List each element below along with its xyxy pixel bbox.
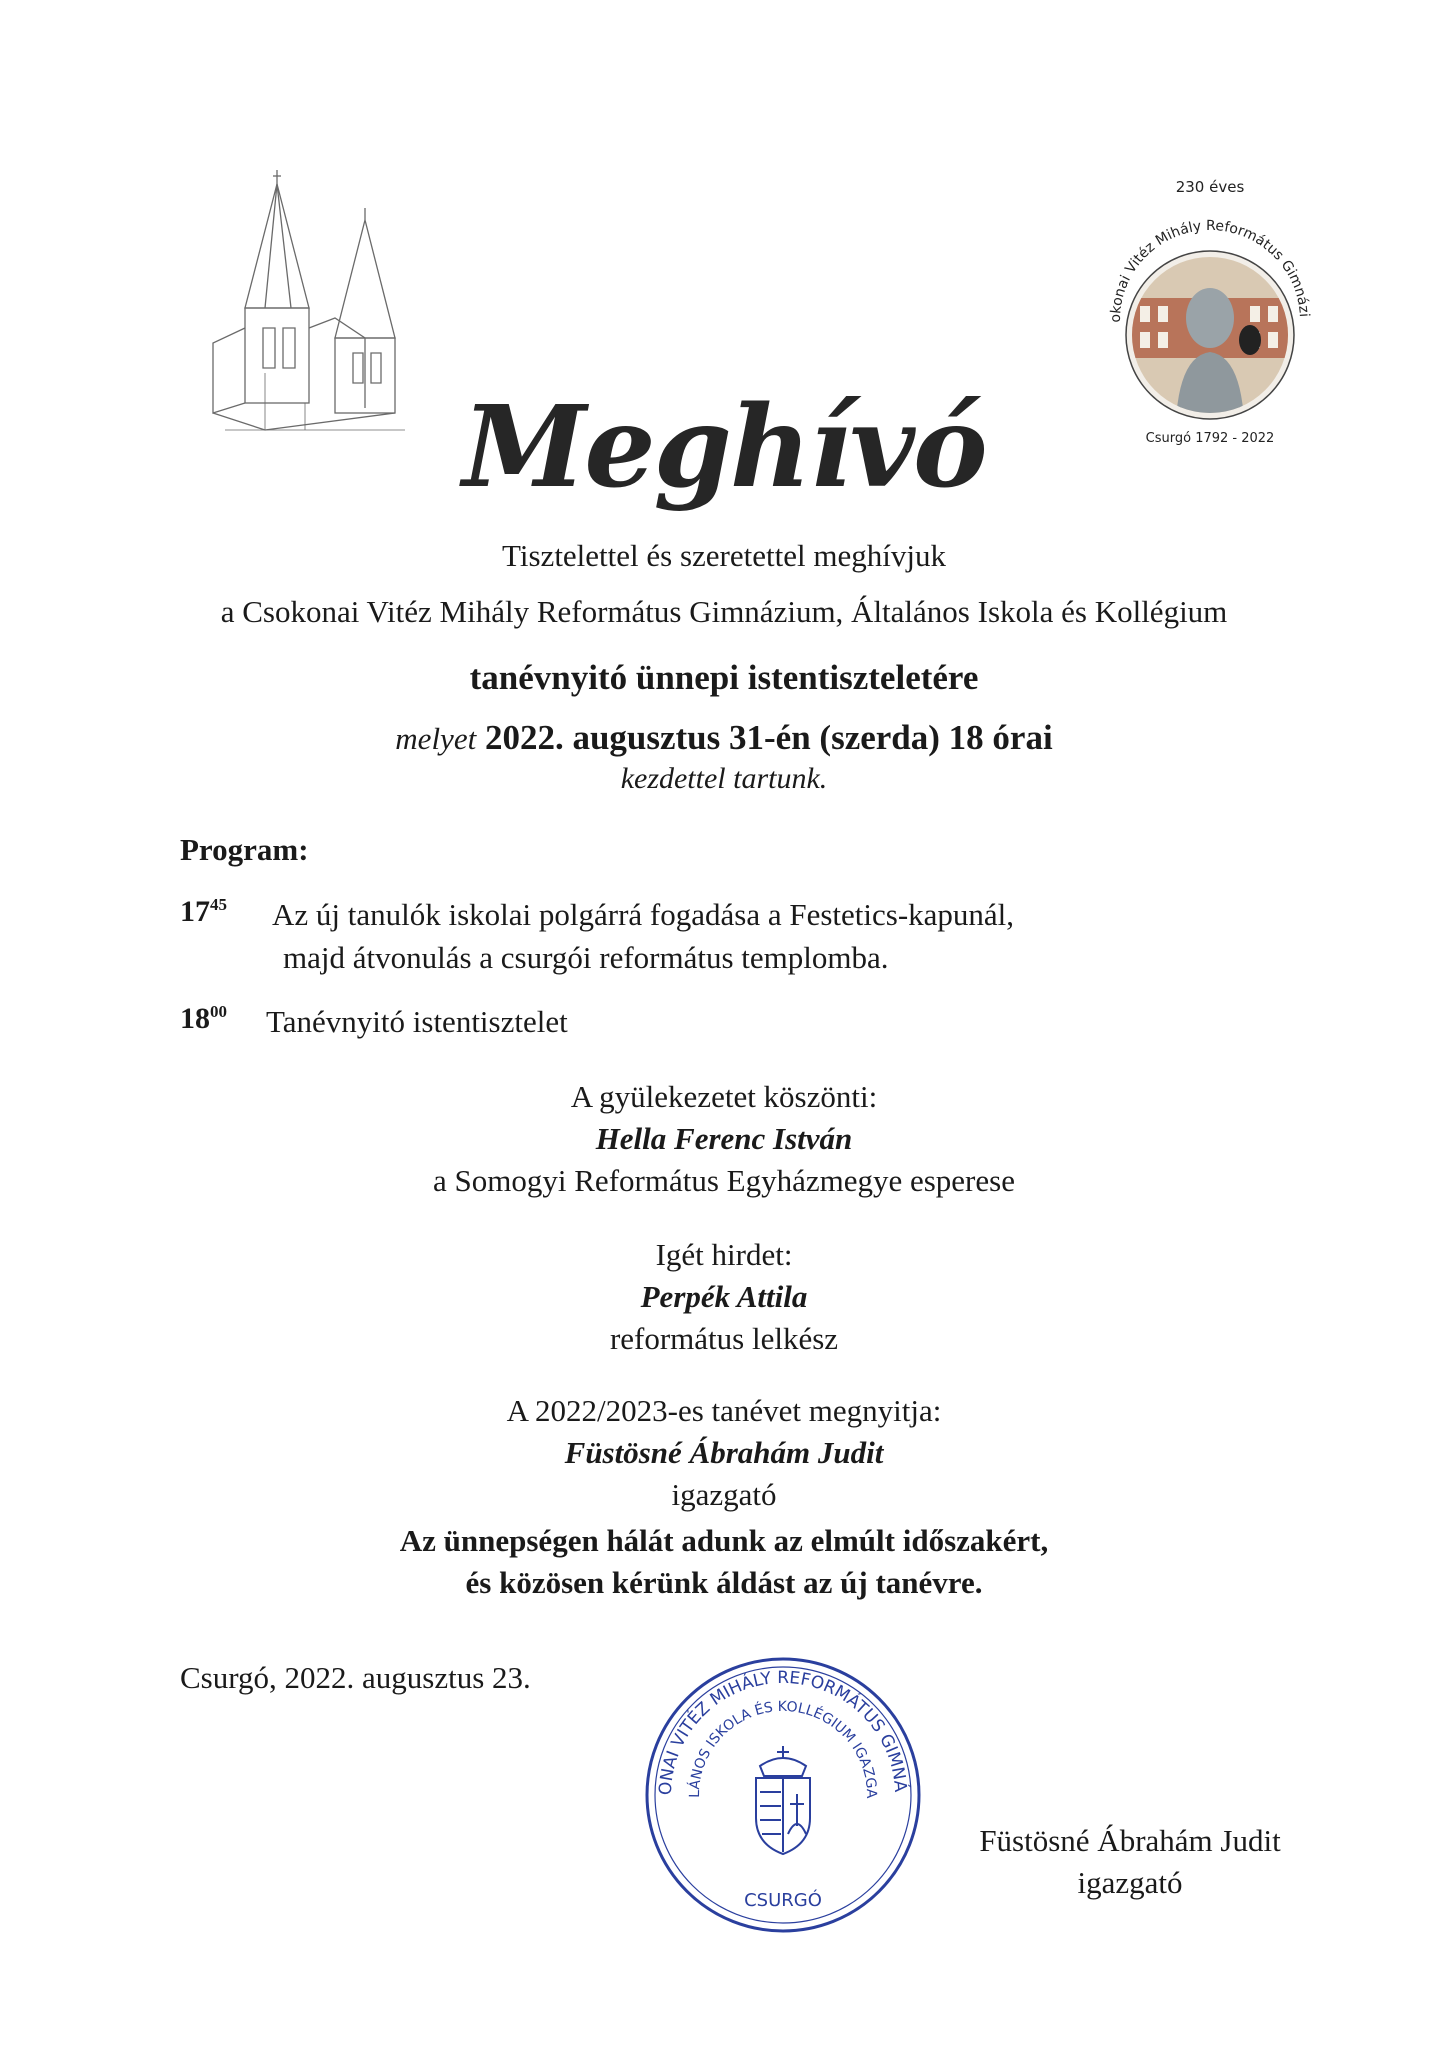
stamp-ring-text: ONAI VITÉZ MIHÁLY REFORMÁTUS GIMNÁ <box>655 1667 911 1796</box>
place-and-date: Csurgó, 2022. augusztus 23. <box>180 1660 531 1695</box>
stamp-bottom-text: CSURGÓ <box>744 1890 822 1911</box>
role-person-name: Füstösné Ábrahám Judit <box>564 1435 884 1470</box>
role-person-title: a Somogyi Református Egyházmegye esperese <box>433 1163 1015 1198</box>
logo-top-text: 230 éves <box>1175 178 1245 196</box>
invitation-title: Meghívó <box>462 382 986 513</box>
closing-line-1: Az ünnepségen hálát adunk az elmúlt időszakért, <box>399 1523 1049 1558</box>
intro-line-5: kezdettel tartunk. <box>620 762 828 795</box>
closing-text <box>0 1520 1448 1604</box>
signature-title: igazgató <box>1077 1865 1183 1900</box>
signature-name: Füstösné Ábrahám Judit <box>979 1823 1281 1858</box>
event-datetime-main: 2022. augusztus 31-én (szerda) 18 órai <box>484 718 1053 757</box>
role-label: Igét hirdet: <box>655 1237 793 1272</box>
role-label: A 2022/2023-es tanévet megnyitja: <box>506 1393 942 1428</box>
signature-block <box>940 1820 1320 1904</box>
role-person-title: igazgató <box>671 1477 777 1512</box>
closing-line-2: és közösen kérünk áldást az új tanévre. <box>465 1565 983 1600</box>
logo-ring-text: okonai Vitéz Mihály Református Gimnázi <box>1107 217 1312 323</box>
program-time-1: $17^{45}$ <box>180 895 227 928</box>
logo-bottom-text: Csurgó 1792 - 2022 <box>1145 431 1275 446</box>
program-item-1-line-1: Az új tanulók iskolai polgárrá fogadása a Festetics-kapunál, <box>272 897 1015 932</box>
event-datetime-prefix: melyet <box>395 721 477 756</box>
intro-line-1: Tisztelettel és szeretettel meghívjuk <box>502 538 946 573</box>
role-block-sermon <box>0 1234 1448 1360</box>
role-person-name: Hella Ferenc István <box>595 1121 853 1156</box>
program-item-1-line-2: majd átvonulás a csurgói református templomba. <box>283 940 889 975</box>
program-time-2: $18^{00}$ <box>180 1002 227 1035</box>
event-title: tanévnyitó ünnepi istentiszteletére <box>469 658 979 697</box>
program-heading: Program: <box>180 832 309 867</box>
coat-of-arms-icon <box>756 1746 810 1854</box>
role-label: A gyülekezetet köszönti: <box>570 1079 878 1114</box>
role-block-greeting <box>0 1076 1448 1202</box>
role-person-title: református lelkész <box>609 1321 839 1356</box>
program-item-2-line-1: Tanévnyitó istentisztelet <box>266 1004 568 1039</box>
role-person-name: Perpék Attila <box>640 1279 808 1314</box>
intro-line-2: a Csokonai Vitéz Mihály Református Gimnázium, Általános Iskola és Kollégium <box>220 594 1228 629</box>
event-datetime <box>0 718 1448 758</box>
official-stamp <box>642 1654 924 1936</box>
role-block-opening <box>0 1390 1448 1516</box>
stamp-inner-text: LÁNOS ISKOLA ÉS KOLLÉGIUM IGAZGA <box>686 1698 880 1798</box>
